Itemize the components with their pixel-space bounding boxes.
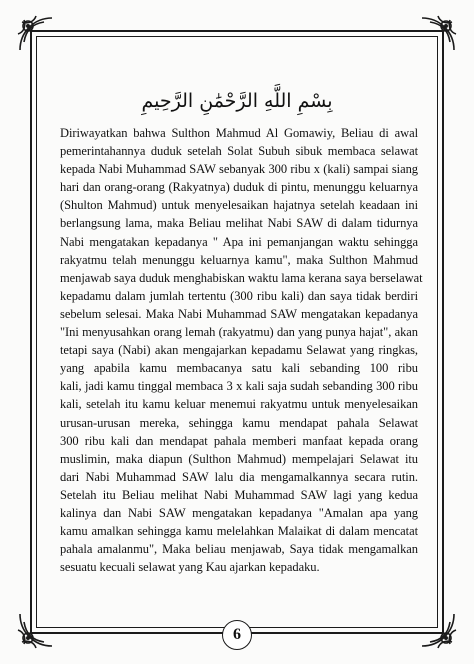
text-line: menjawab saya duduk menghabiskan waktu lama kerana saya berselawat [60,270,423,285]
body-text [60,124,423,576]
text-line: tetapi saya (Nabi) akan mengajarkan kepadamu Selawat yang ringkas, [60,343,418,358]
corner-ornament-icon [416,608,460,652]
corner-ornament-icon [14,608,58,652]
text-line: kali, jadi kamu tinggal membaca 3 x kali saja sudah sebanding 300 ribu [60,379,418,394]
text-line: hari dan orang-orang (Rakyatnya) duduk di pintu, menunggu keluarnya [60,180,418,195]
basmala-heading: بِسْمِ اللَّهِ الرَّحْمَٰنِ الرَّحِيمِ [141,90,333,112]
text-line: yang apabila kamu membacanya satu kali sebanding 100 ribu [60,361,418,376]
text-line: kali, setelah itu kamu keluar menemui rakyatmu untuk menyelesaikan [60,397,418,412]
text-line: muslimin, maka diapun (Sulthon Mahmud) mempelajari Selawat itu [60,451,418,466]
text-line: pahala amalanmu", Maka beliau menjawab, Saya tidak mengamalkan [60,542,418,557]
page-number: 6 [222,620,252,650]
text-line: rakyatmu telah menunggu keluarnya kamu", maka Sulthon Mahmud [60,252,418,267]
text-line: Diriwayatkan bahwa Sulthon Mahmud Al Gomawiy, Beliau di awal [60,126,418,140]
text-line: pemerintahannya duduk setelah Solat Subuh sibuk membaca selawat [60,144,418,159]
text-line: urusan-urusan mereka, sehingga kamu mendapat pahala Selawat [60,415,418,430]
text-line: (Shulton Mahmud) untuk menyelesaikan hajatnya setelah keadaan ini [60,198,418,213]
text-line: kepadamu dalam jumlah tertentu (300 ribu kali) dan saya tidak berdiri [60,288,418,303]
corner-ornament-icon [14,12,58,56]
text-line: kalinya dan Nabi SAW mengatakan kepadanya "Amalan apa yang [60,505,418,520]
text-line: sesuatu kecuali selawat yang Kau ajarkan kepadaku. [60,560,320,575]
text-line: 300 ribu kali dan mendapat pahala memberi manfaat kepada orang [60,433,418,448]
text-line: kepada Nabi Muhammad SAW sebanyak 300 ribu x (kali) sampai siang [60,162,418,177]
corner-ornament-icon [416,12,460,56]
text-line: kamu amalkan sehingga kamu melelahkan Malaikat di dalam mencatat [60,524,418,539]
text-line: berlangsung lama, maka Beliau melihat Nabi SAW di dalam tidurnya [60,216,418,231]
text-line: Nabi mengatakan kepadanya " Apa ini pemanjangan waktu sehingga [60,234,418,249]
text-line: "Ini menyusahkan orang lemah (rakyatmu) dan yang punya hajat", akan [60,325,418,340]
text-line: Setelah itu Beliau melihat Nabi Muhammad SAW lagi yang kedua [60,487,418,502]
text-line: dari Nabi Muhammad SAW lalu dia mengamalkannya secara rutin. [60,469,418,484]
text-line: sebelum selesai. Maka Nabi Muhammad SAW mengatakan kepadanya [60,306,418,321]
